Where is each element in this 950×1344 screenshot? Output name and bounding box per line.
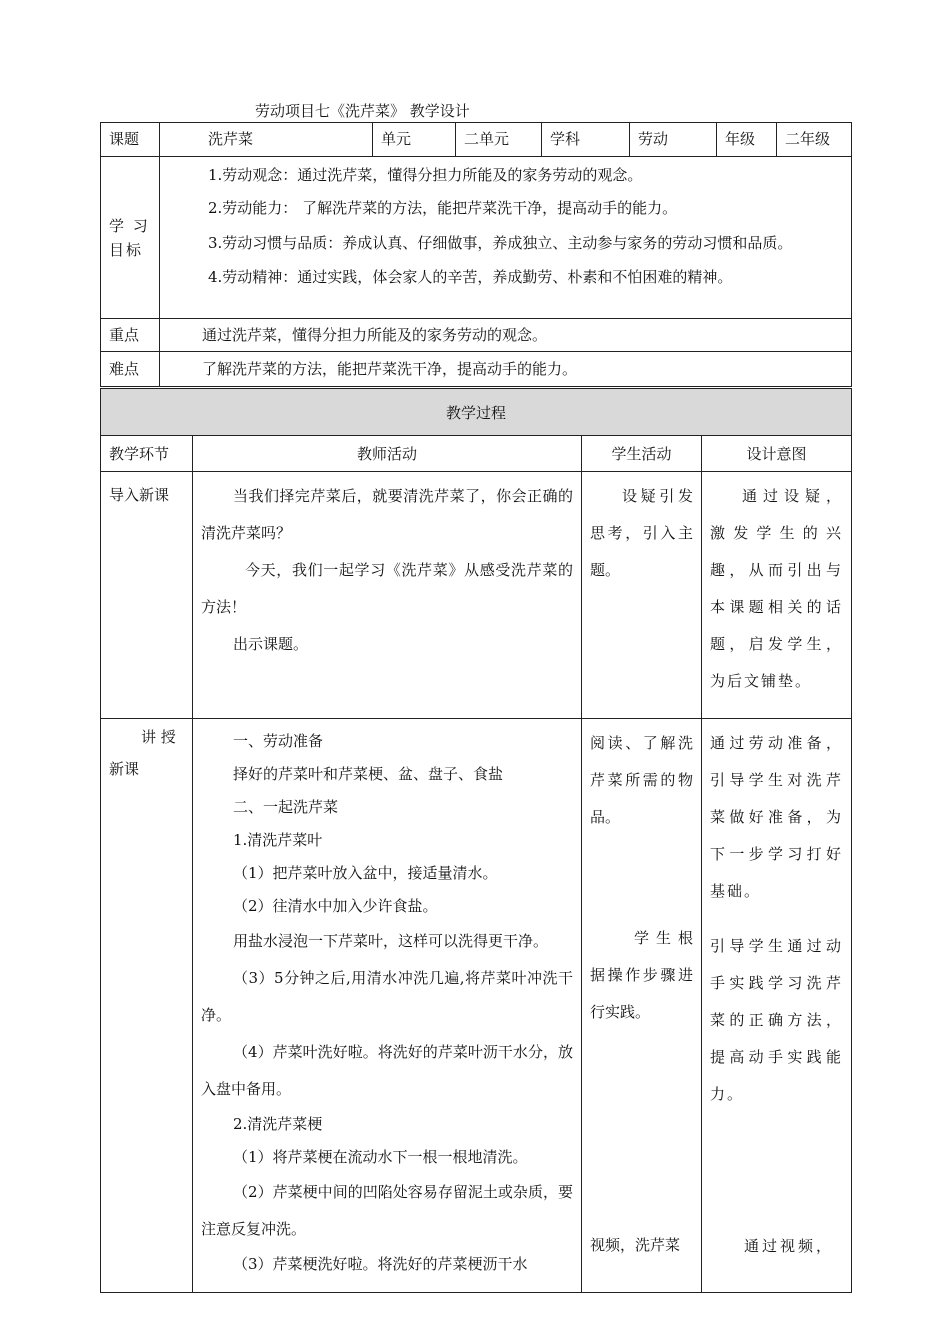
intro-intent: [702, 472, 852, 719]
intro-teacher-para: 今天，我们一起学习《洗芹菜》从感受洗芹菜的方法！: [201, 561, 573, 616]
lecture-teacher-line: 用盐水浸泡一下芹菜叶，这样可以洗得更干净。: [233, 932, 549, 950]
header-student: 学生活动: [582, 436, 702, 472]
objective-item: 4.劳动精神：通过实践，体会家人的辛苦，养成勤劳、朴素和不怕困难的精神。: [208, 268, 733, 286]
unit-label: 单元: [373, 123, 456, 157]
info-table: [100, 122, 852, 387]
lecture-teacher-line: （3）芹菜梗洗好啦。将洗好的芹菜梗沥干水: [233, 1255, 528, 1273]
lecture-stage: [101, 719, 193, 1293]
grade-value: 二年级: [777, 123, 852, 157]
unit-value: 二单元: [456, 123, 542, 157]
key-point-row: [101, 319, 852, 352]
subject-label: 学科: [542, 123, 630, 157]
intro-intent-text: 通过设疑，激发学生的兴趣，从而引出与本课题相关的话题，启发学生，为后文铺垫。: [710, 487, 844, 690]
process-title-row: [101, 389, 852, 436]
lecture-teacher: [193, 719, 582, 1293]
objectives-cell: [160, 157, 852, 319]
lecture-student: [582, 719, 702, 1293]
grade-label: 年级: [717, 123, 777, 157]
header-teacher: 教师活动: [193, 436, 582, 472]
difficulty-label: 难点: [101, 352, 160, 387]
objectives-row: [101, 157, 852, 319]
objectives-label: 学 习 目标: [101, 157, 160, 319]
subject-value: 劳动: [630, 123, 717, 157]
course-label: 课题: [101, 123, 160, 157]
lecture-intent: [702, 719, 852, 1293]
lecture-stage-line: 讲 授: [141, 728, 176, 746]
objective-item: 2.劳动能力： 了解洗芹菜的方法，能把芹菜洗干净，提高动手的能力。: [208, 199, 678, 217]
lecture-teacher-line: （1）把芹菜叶放入盆中，接适量清水。: [233, 864, 498, 882]
intro-row: [101, 472, 852, 719]
lecture-teacher-line: （1）将芹菜梗在流动水下一根一根地清洗。: [233, 1148, 528, 1166]
lecture-intent-text: 通过视频，: [744, 1237, 835, 1255]
lecture-row: [101, 719, 852, 1293]
intro-teacher-para: 当我们择完芹菜后，就要清洗芹菜了，你会正确的清洗芹菜吗？: [201, 487, 573, 542]
objective-item: 1.劳动观念：通过洗芹菜，懂得分担力所能及的家务劳动的观念。: [208, 166, 643, 184]
lecture-teacher-line: 2.清洗芹菜梗: [233, 1115, 323, 1133]
lecture-teacher-line: 择好的芹菜叶和芹菜梗、盆、盘子、食盐: [233, 765, 504, 783]
lecture-teacher-line: 二、一起洗芹菜: [233, 798, 339, 816]
lecture-student-text: 阅读、了解洗芹菜所需的物品。: [590, 734, 693, 826]
info-row: [101, 123, 852, 157]
lecture-teacher-line: （2）往清水中加入少许食盐。: [233, 897, 438, 915]
lecture-teacher-line: （3）5分钟之后,用清水冲洗几遍,将芹菜叶冲洗干净。: [201, 969, 573, 1024]
key-point-label: 重点: [101, 319, 160, 352]
course-value: 洗芹菜: [160, 123, 373, 157]
process-header-row: [101, 436, 852, 472]
header-intent: 设计意图: [702, 436, 852, 472]
lecture-student-text: 学生根据操作步骤进行实践。: [590, 929, 693, 1021]
process-table: [100, 388, 852, 1293]
lecture-teacher-line: （2）芹菜梗中间的凹陷处容易存留泥土或杂质，要注意反复冲洗。: [201, 1183, 573, 1238]
lecture-stage-line: 新课: [109, 760, 140, 778]
lecture-teacher-line: （4）芹菜叶洗好啦。将洗好的芹菜叶沥干水分，放入盘中备用。: [201, 1043, 573, 1098]
intro-teacher-para: 出示课题。: [233, 635, 309, 653]
process-title: 教学过程: [101, 389, 852, 436]
difficulty-row: [101, 352, 852, 387]
lecture-intent-text: 通过劳动准备，引导学生对洗芹菜做好准备，为下一步学习打好基础。: [710, 734, 844, 900]
header-stage: 教学环节: [101, 436, 193, 472]
lecture-teacher-line: 一、劳动准备: [233, 732, 324, 750]
intro-stage: 导入新课: [101, 472, 193, 719]
lecture-student-text: 视频，洗芹菜: [590, 1236, 681, 1254]
difficulty-text: 了解洗芹菜的方法，能把芹菜洗干净，提高动手的能力。: [160, 352, 852, 387]
intro-student: [582, 472, 702, 719]
lecture-intent-text: 引导学生通过动手实践学习洗芹菜的正确方法，提高动手实践能力。: [710, 937, 844, 1103]
intro-student-text: 设疑引发思考，引入主题。: [590, 487, 693, 579]
lecture-teacher-line: 1.清洗芹菜叶: [233, 831, 323, 849]
page-title: 劳动项目七《洗芹菜》 教学设计: [255, 102, 470, 120]
key-point-text: 通过洗芹菜，懂得分担力所能及的家务劳动的观念。: [160, 319, 852, 352]
objective-item: 3.劳动习惯与品质：养成认真、仔细做事，养成独立、主动参与家务的劳动习惯和品质。: [208, 234, 793, 252]
intro-teacher: [193, 472, 582, 719]
